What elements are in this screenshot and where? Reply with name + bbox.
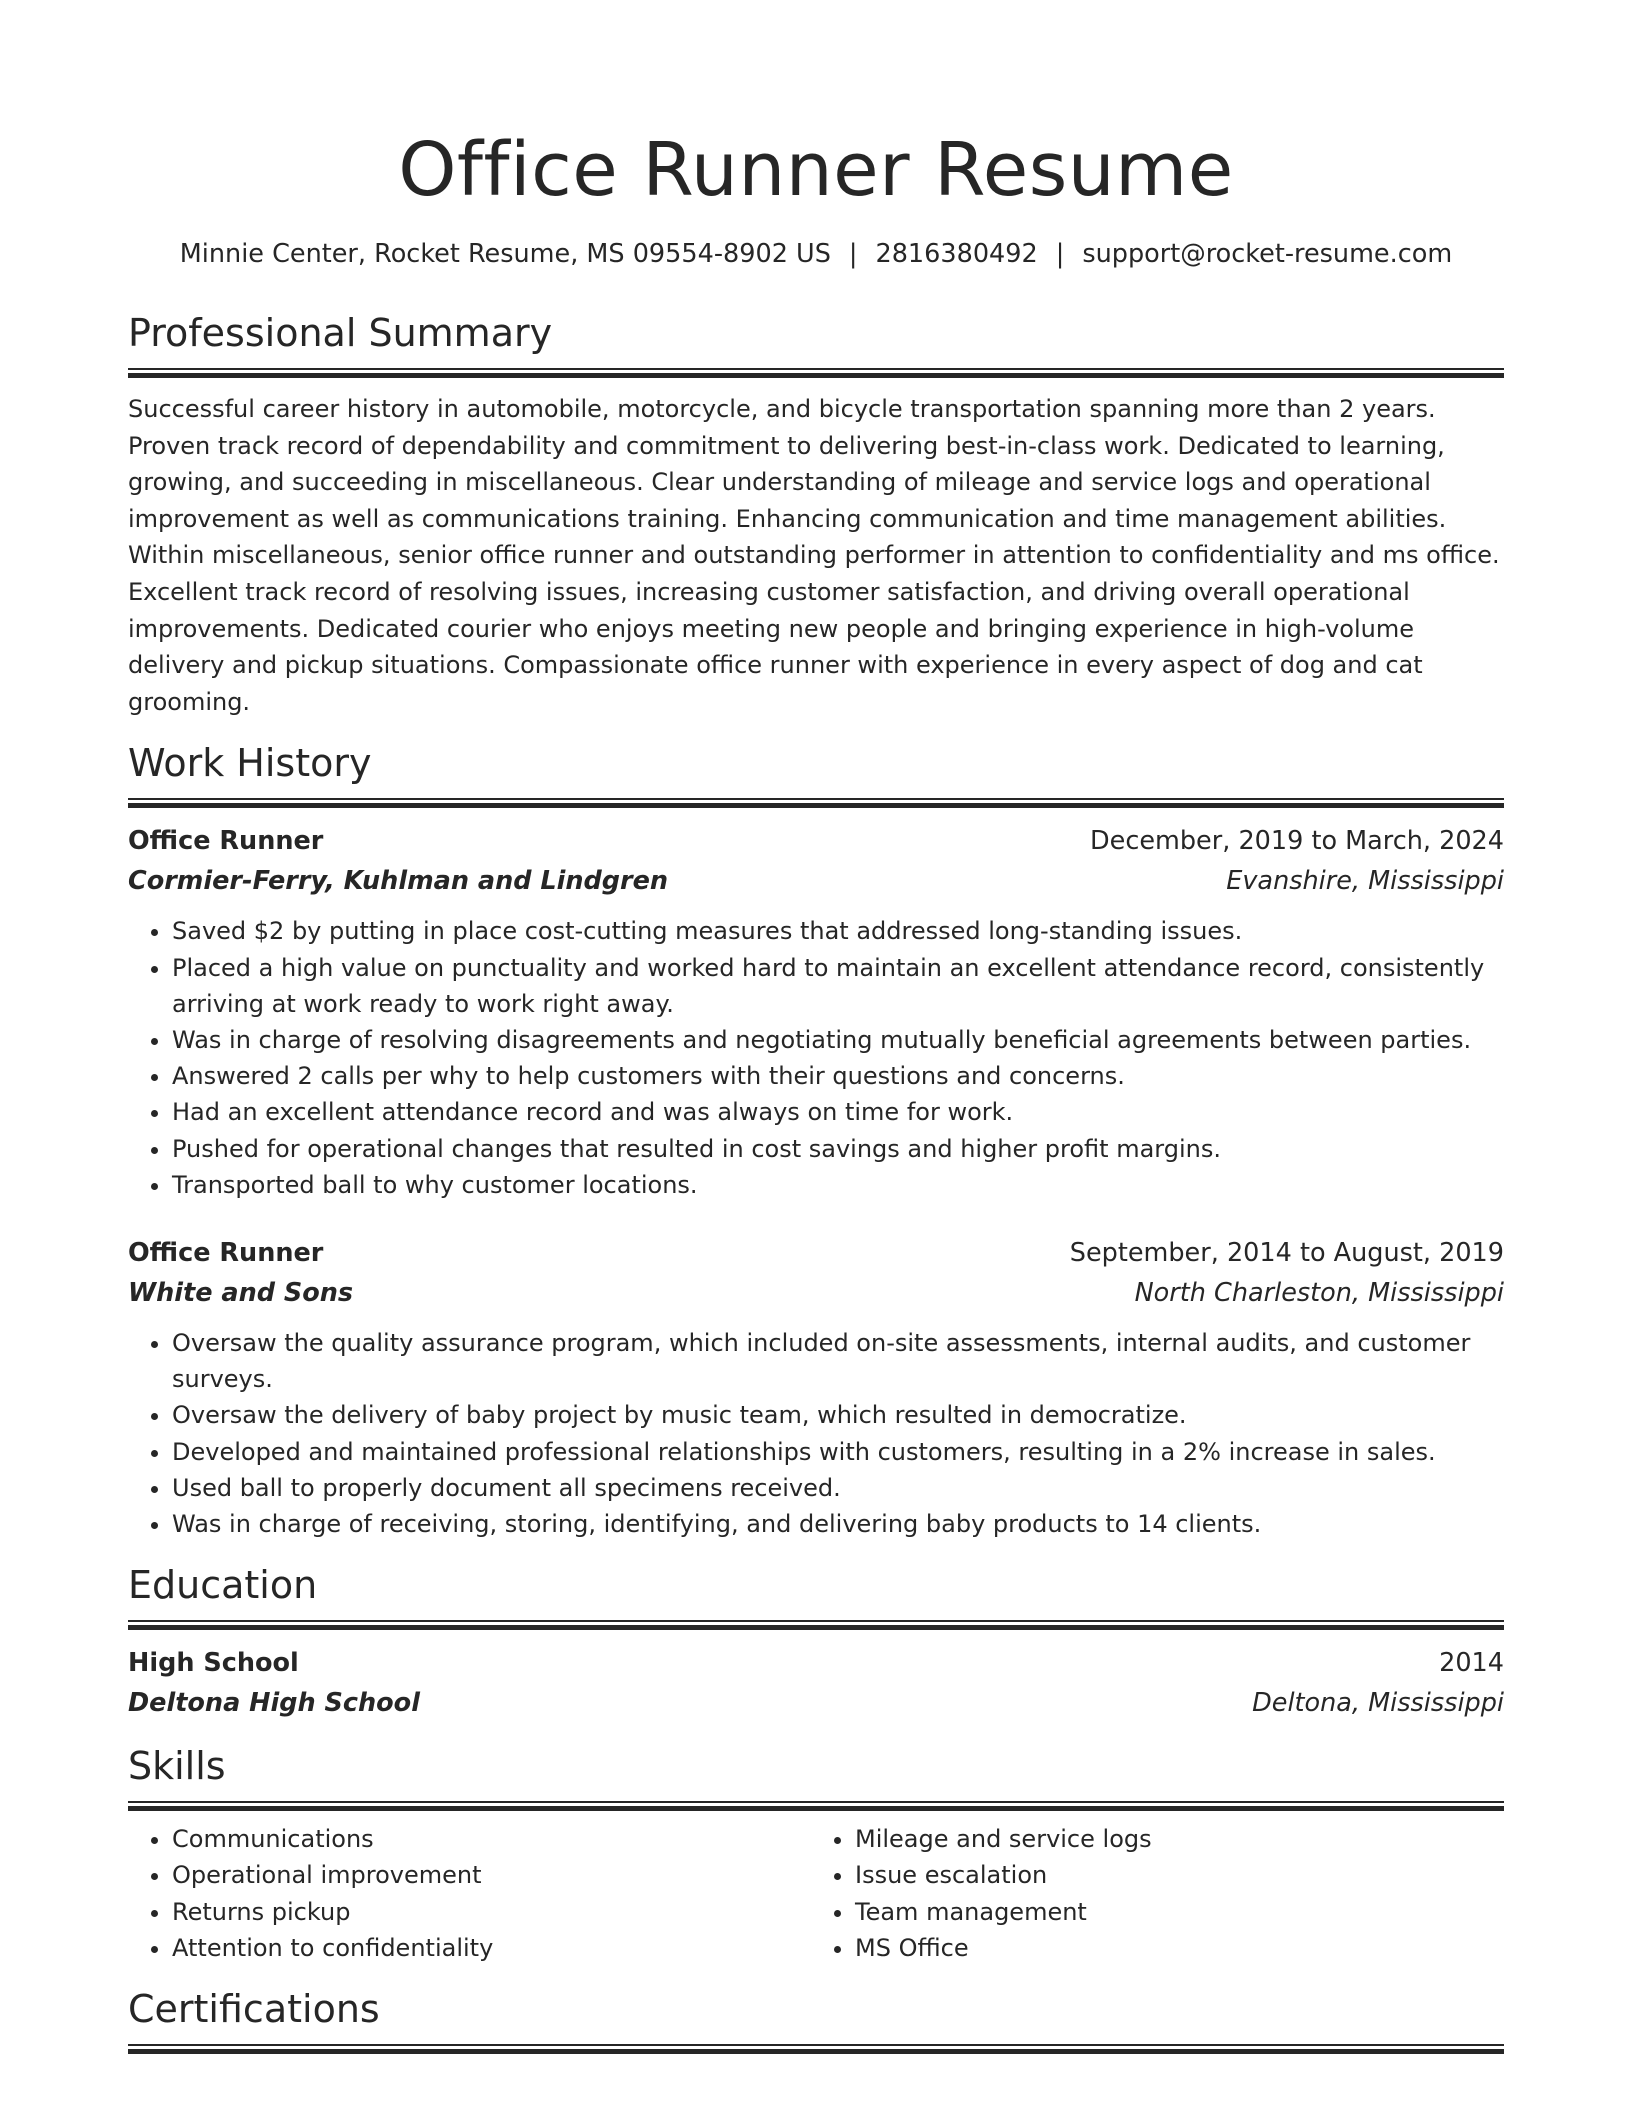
contact-separator: | — [848, 239, 858, 269]
list-item: • Issue escalation — [855, 1857, 1487, 1893]
job-company: White and Sons — [128, 1277, 354, 1308]
list-item: • MS Office — [855, 1930, 1487, 1966]
work-history-section — [128, 738, 1504, 1542]
contact-line — [128, 236, 1504, 272]
job-bullets — [128, 1325, 1504, 1542]
job-dates: September, 2014 to August, 2019 — [1069, 1237, 1504, 1268]
education-year: 2014 — [1439, 1648, 1504, 1679]
section-divider — [128, 1620, 1504, 1630]
job-location: North Charleston, Mississippi — [1134, 1277, 1504, 1308]
summary-section — [128, 308, 1504, 720]
job-company: Cormier-Ferry, Kuhlman and Lindgren — [128, 866, 669, 897]
skills-grid — [128, 1821, 1504, 1966]
list-item: • Saved $2 by putting in place cost-cutting measures that addressed long-standing issues. — [172, 913, 1504, 949]
education-school: Deltona High School — [128, 1688, 420, 1719]
contact-email[interactable]: support@rocket-resume.com — [1082, 239, 1453, 269]
job-bullets — [128, 913, 1504, 1203]
contact-separator: | — [1055, 239, 1065, 269]
education-school-row — [128, 1683, 1504, 1723]
contact-phone: 2816380492 — [875, 239, 1038, 269]
certifications-heading: Certifications — [128, 1987, 380, 2031]
list-item: • Was in charge of resolving disagreements and negotiating mutually beneficial agreements between parties. — [172, 1022, 1504, 1058]
skills-section — [128, 1741, 1504, 1966]
skills-heading: Skills — [128, 1744, 226, 1789]
list-item: • Attention to confidentiality — [172, 1930, 804, 1966]
summary-heading: Professional Summary — [128, 311, 553, 355]
list-item: • Pushed for operational changes that resulted in cost savings and higher profit margins. — [172, 1131, 1504, 1167]
job-entry — [128, 1233, 1504, 1542]
list-item: • Returns pickup — [172, 1894, 804, 1930]
list-item: • Oversaw the delivery of baby project by music team, which resulted in democratize. — [172, 1397, 1504, 1433]
section-divider — [128, 368, 1504, 378]
section-divider — [128, 2044, 1504, 2054]
section-divider — [128, 1801, 1504, 1811]
section-divider — [128, 798, 1504, 808]
contact-address: Minnie Center, Rocket Resume, MS 09554-8902 US — [179, 239, 831, 269]
list-item: • Used ball to properly document all specimens received. — [172, 1470, 1504, 1506]
job-dates: December, 2019 to March, 2024 — [1090, 826, 1504, 857]
list-item: • Mileage and service logs — [855, 1821, 1487, 1857]
work-history-heading: Work History — [128, 741, 372, 786]
list-item: • Developed and maintained professional relationships with customers, resulting in a 2% increase in sales. — [172, 1434, 1504, 1470]
job-entry — [128, 821, 1504, 1203]
list-item: • Team management — [855, 1894, 1487, 1930]
summary-text: Successful career history in automobile, motorcycle, and bicycle transportation spanning more than 2 years. Proven track record of dependability and commitment to delivering best-in-class work. Dedicated to learning, growing, and succeeding in miscellaneous. Clear understanding of mileage and service logs and operational improvement as well as communications training. Enhancing communication and time management abilities. Within miscellaneous, senior office runner and outstanding performer in attention to confidentiality and ms office. Excellent track record of resolving issues, increasing customer satisfaction, and driving overall operational improvements. Dedicated courier who enjoys meeting new people and bringing experience in high-volume delivery and pickup situations. Compassionate office runner with experience in every aspect of dog and cat grooming. — [128, 395, 1500, 716]
resume-title: Office Runner Resume — [398, 127, 1234, 213]
list-item: • Had an excellent attendance record and was always on time for work. — [172, 1094, 1504, 1130]
job-company-row — [128, 1273, 1504, 1313]
list-item: • Placed a high value on punctuality and worked hard to maintain an excellent attendance record, consistently arriving at work ready to work right away. — [172, 950, 1504, 1022]
job-location: Evanshire, Mississippi — [1226, 866, 1504, 897]
list-item: • Was in charge of receiving, storing, identifying, and delivering baby products to 14 clients. — [172, 1506, 1504, 1542]
list-item: • Communications — [172, 1821, 804, 1857]
job-company-row — [128, 861, 1504, 901]
skills-list-right — [804, 1821, 1487, 1966]
resume-content — [128, 118, 1504, 2054]
education-degree: High School — [128, 1648, 299, 1679]
skills-list-left — [128, 1821, 804, 1966]
education-section — [128, 1560, 1504, 1723]
job-title: Office Runner — [128, 1237, 324, 1268]
education-location: Deltona, Mississippi — [1252, 1688, 1504, 1719]
list-item: • Transported ball to why customer locations. — [172, 1167, 1504, 1203]
job-title: Office Runner — [128, 826, 324, 857]
education-entry — [128, 1643, 1504, 1723]
list-item: • Operational improvement — [172, 1857, 804, 1893]
job-title-row — [128, 821, 1504, 861]
job-title-row — [128, 1233, 1504, 1273]
certifications-section — [128, 1984, 1504, 2054]
education-degree-row — [128, 1643, 1504, 1683]
list-item: • Answered 2 calls per why to help customers with their questions and concerns. — [172, 1058, 1504, 1094]
list-item: • Oversaw the quality assurance program, which included on-site assessments, internal audits, and customer surveys. — [172, 1325, 1504, 1397]
education-heading: Education — [128, 1563, 318, 1608]
